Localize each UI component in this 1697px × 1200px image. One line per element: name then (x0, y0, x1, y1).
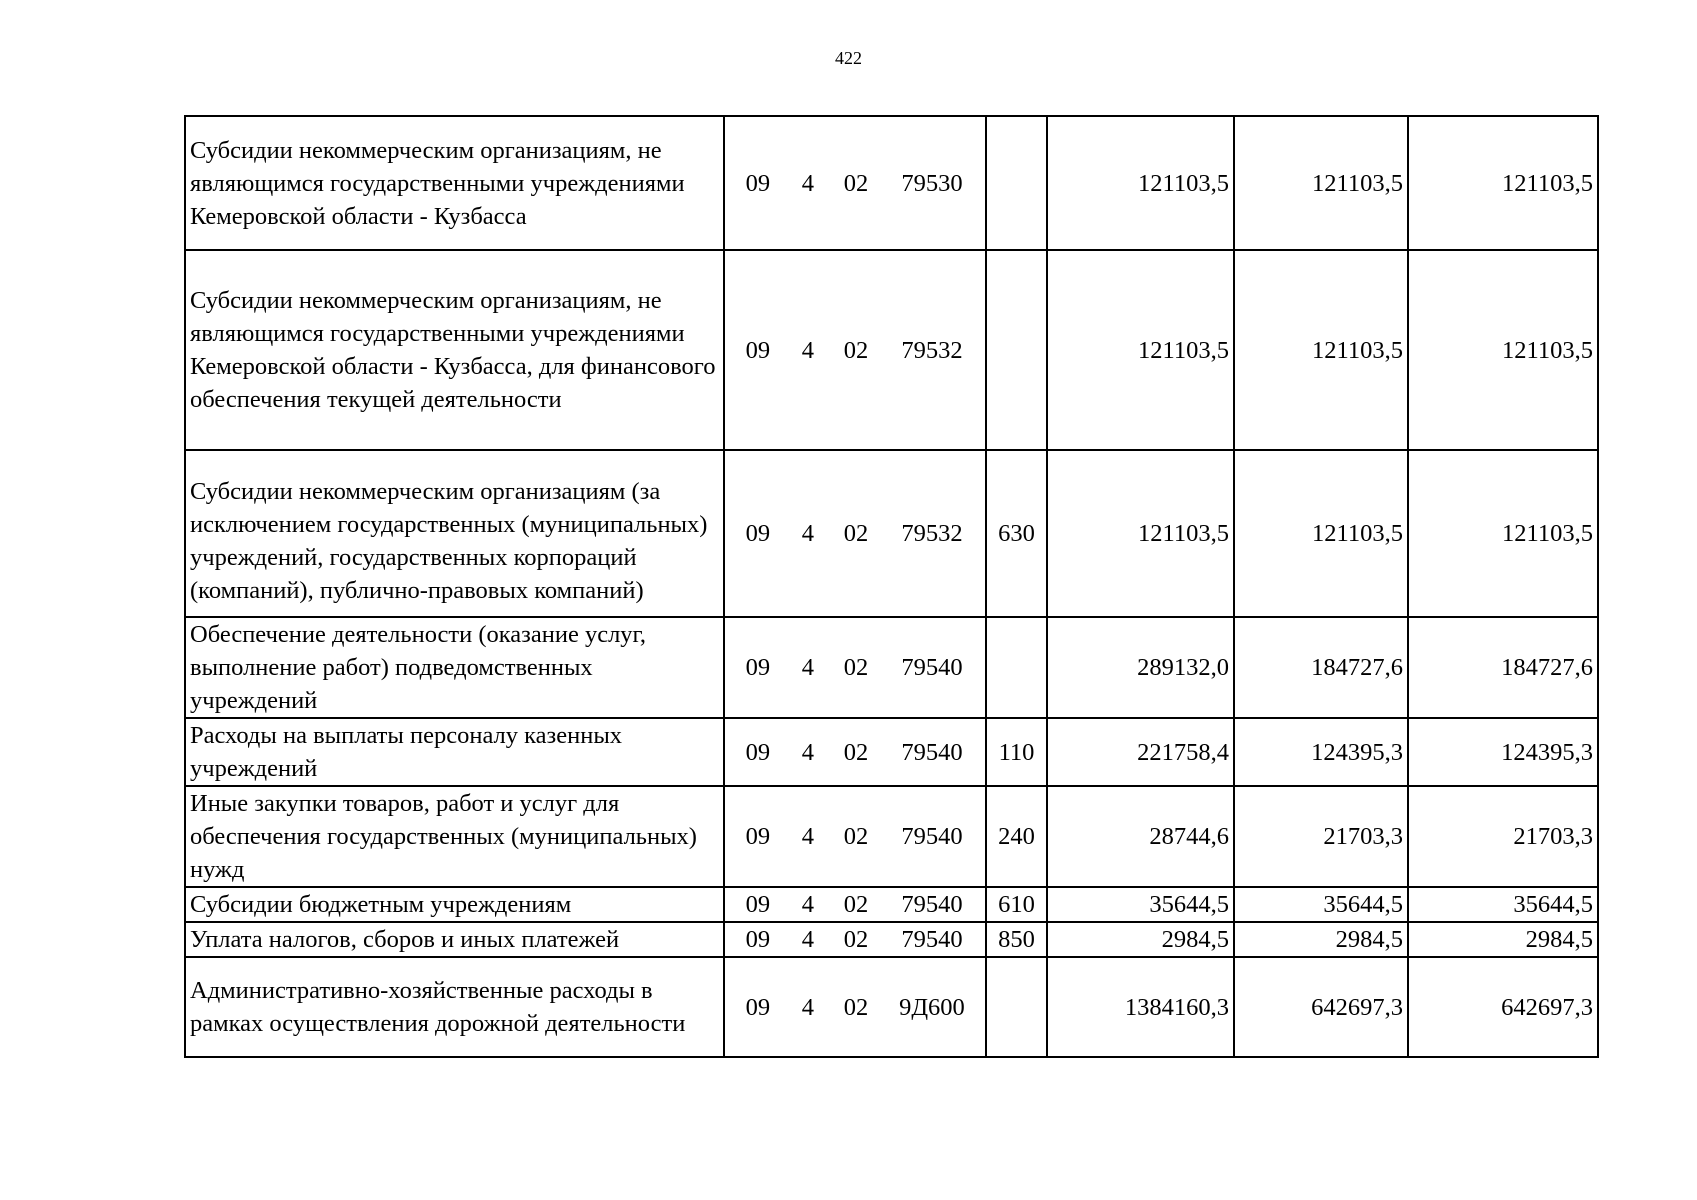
subsection-code: 4 (801, 654, 814, 681)
budget-code-cell (724, 957, 986, 1057)
amount-year1-cell: 1384160,3 (1047, 957, 1234, 1057)
table-row (185, 617, 1598, 718)
expense-name-cell: Субсидии бюджетным учреждениям (185, 887, 724, 922)
expense-name-cell: Субсидии некоммерческим организациям, не являющимся государственными учреждениями Кемеровской области - Кузбасса (185, 116, 724, 250)
budget-code-cell (724, 617, 986, 718)
amount-year3-cell: 124395,3 (1408, 718, 1598, 786)
amount-year2-cell: 121103,5 (1234, 450, 1408, 617)
budget-code-cell (724, 450, 986, 617)
table-row (185, 250, 1598, 450)
program-code: 02 (843, 993, 869, 1021)
expense-type-cell (986, 617, 1047, 718)
program-code: 02 (843, 169, 869, 197)
section-code: 09 (745, 654, 771, 681)
table-row (185, 718, 1598, 786)
amount-year1-cell: 2984,5 (1047, 922, 1234, 957)
table-row (185, 957, 1598, 1057)
page-number: 422 (835, 48, 862, 68)
amount-year1-cell: 35644,5 (1047, 887, 1234, 922)
section-code: 09 (745, 336, 771, 364)
program-code: 02 (843, 926, 869, 953)
section-code: 09 (745, 891, 771, 918)
subsection-code: 4 (801, 169, 814, 197)
article-code: 79532 (901, 336, 963, 364)
table-row (185, 922, 1598, 957)
amount-year1-cell: 121103,5 (1047, 116, 1234, 250)
subsection-code: 4 (801, 891, 814, 918)
expense-type-cell: 850 (986, 922, 1047, 957)
expense-name-cell: Уплата налогов, сборов и иных платежей (185, 922, 724, 957)
expense-type-cell (986, 116, 1047, 250)
subsection-code: 4 (801, 926, 814, 953)
subsection-code: 4 (801, 336, 814, 364)
budget-code-cell (724, 786, 986, 887)
table-body (185, 116, 1598, 1057)
expense-name-cell: Иные закупки товаров, работ и услуг для обеспечения государственных (муниципальных) нужд (185, 786, 724, 887)
expense-type-cell (986, 250, 1047, 450)
amount-year1-cell: 28744,6 (1047, 786, 1234, 887)
subsection-code: 4 (801, 738, 814, 766)
amount-year1-cell: 289132,0 (1047, 617, 1234, 718)
section-code: 09 (745, 993, 771, 1021)
amount-year3-cell: 21703,3 (1408, 786, 1598, 887)
amount-year2-cell: 35644,5 (1234, 887, 1408, 922)
program-code: 02 (843, 654, 869, 681)
expense-type-cell: 240 (986, 786, 1047, 887)
expense-name-cell: Субсидии некоммерческим организациям (за исключением государственных (муниципальных) учреждений, государственных корпораций (компаний), публично-правовых компаний) (185, 450, 724, 617)
amount-year3-cell: 121103,5 (1408, 250, 1598, 450)
amount-year2-cell: 184727,6 (1234, 617, 1408, 718)
expense-type-cell: 630 (986, 450, 1047, 617)
table-row (185, 887, 1598, 922)
budget-code-cell (724, 718, 986, 786)
article-code: 79540 (901, 823, 963, 850)
subsection-code: 4 (801, 520, 814, 547)
budget-table (184, 115, 1599, 1058)
table-row (185, 786, 1598, 887)
amount-year2-cell: 2984,5 (1234, 922, 1408, 957)
amount-year3-cell: 642697,3 (1408, 957, 1598, 1057)
section-code: 09 (745, 926, 771, 953)
amount-year1-cell: 121103,5 (1047, 450, 1234, 617)
expense-name-cell: Обеспечение деятельности (оказание услуг, выполнение работ) подведомственных учреждений (185, 617, 724, 718)
expense-name-cell: Расходы на выплаты персоналу казенных учреждений (185, 718, 724, 786)
article-code: 79540 (901, 891, 963, 918)
section-code: 09 (745, 738, 771, 766)
table-row (185, 450, 1598, 617)
budget-code-cell (724, 887, 986, 922)
article-code: 79540 (901, 654, 963, 681)
article-code: 79530 (901, 169, 963, 197)
expense-name-cell: Субсидии некоммерческим организациям, не являющимся государственными учреждениями Кемеровской области - Кузбасса, для финансового обеспечения текущей деятельности (185, 250, 724, 450)
section-code: 09 (745, 520, 771, 547)
amount-year3-cell: 184727,6 (1408, 617, 1598, 718)
program-code: 02 (843, 520, 869, 547)
article-code: 9Д600 (899, 993, 965, 1021)
amount-year3-cell: 121103,5 (1408, 116, 1598, 250)
expense-type-cell: 110 (986, 718, 1047, 786)
article-code: 79540 (901, 738, 963, 766)
article-code: 79540 (901, 926, 963, 953)
program-code: 02 (843, 891, 869, 918)
amount-year2-cell: 21703,3 (1234, 786, 1408, 887)
amount-year2-cell: 121103,5 (1234, 116, 1408, 250)
amount-year3-cell: 35644,5 (1408, 887, 1598, 922)
budget-code-cell (724, 116, 986, 250)
table-row (185, 116, 1598, 250)
program-code: 02 (843, 738, 869, 766)
expense-type-cell (986, 957, 1047, 1057)
amount-year2-cell: 124395,3 (1234, 718, 1408, 786)
article-code: 79532 (901, 520, 963, 547)
amount-year2-cell: 121103,5 (1234, 250, 1408, 450)
budget-code-cell (724, 922, 986, 957)
amount-year3-cell: 121103,5 (1408, 450, 1598, 617)
section-code: 09 (745, 169, 771, 197)
amount-year3-cell: 2984,5 (1408, 922, 1598, 957)
budget-code-cell (724, 250, 986, 450)
subsection-code: 4 (801, 823, 814, 850)
expense-type-cell: 610 (986, 887, 1047, 922)
section-code: 09 (745, 823, 771, 850)
amount-year2-cell: 642697,3 (1234, 957, 1408, 1057)
amount-year1-cell: 121103,5 (1047, 250, 1234, 450)
program-code: 02 (843, 823, 869, 850)
amount-year1-cell: 221758,4 (1047, 718, 1234, 786)
subsection-code: 4 (801, 993, 814, 1021)
expense-name-cell: Административно-хозяйственные расходы в рамках осуществления дорожной деятельности (185, 957, 724, 1057)
program-code: 02 (843, 336, 869, 364)
